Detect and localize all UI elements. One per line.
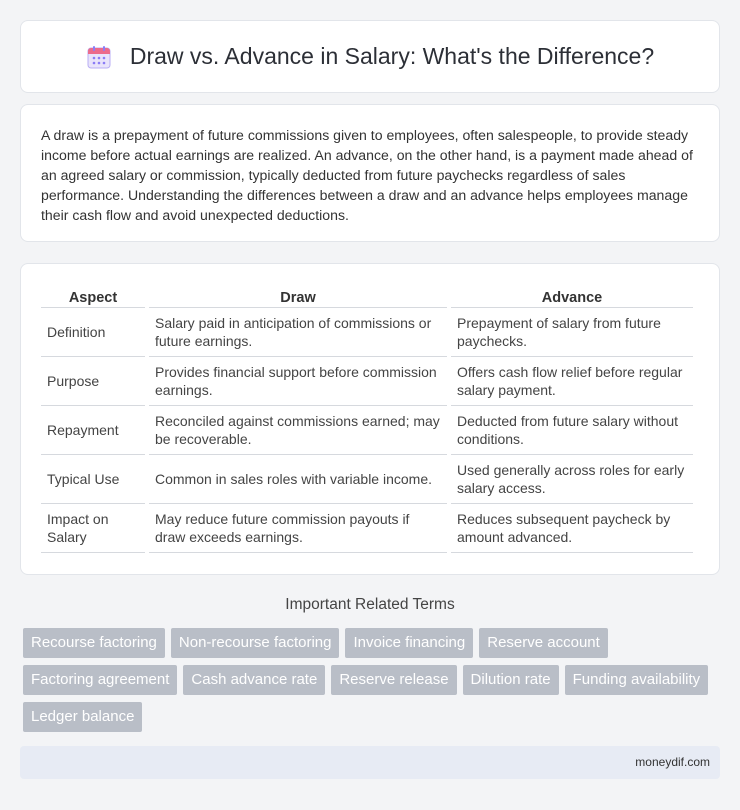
title-card bbox=[20, 20, 720, 93]
table-row bbox=[41, 308, 693, 357]
term-tag[interactable]: Dilution rate bbox=[463, 665, 559, 695]
cell-aspect: Definition bbox=[41, 308, 145, 357]
header-draw: Draw bbox=[149, 284, 447, 308]
cell-advance: Used generally across roles for early salary access. bbox=[451, 455, 693, 504]
cell-draw: Salary paid in anticipation of commissions or future earnings. bbox=[149, 308, 447, 357]
term-tag[interactable]: Ledger balance bbox=[23, 702, 142, 732]
cell-advance: Offers cash flow relief before regular salary payment. bbox=[451, 357, 693, 406]
term-tag[interactable]: Recourse factoring bbox=[23, 628, 165, 658]
term-tag[interactable]: Reserve account bbox=[479, 628, 608, 658]
footer bbox=[20, 746, 720, 779]
term-tag[interactable]: Factoring agreement bbox=[23, 665, 177, 695]
cell-advance: Reduces subsequent paycheck by amount advanced. bbox=[451, 504, 693, 553]
related-terms-heading: Important Related Terms bbox=[285, 596, 455, 613]
cell-draw: Reconciled against commissions earned; may be recoverable. bbox=[149, 406, 447, 455]
header-advance: Advance bbox=[451, 284, 693, 308]
term-tag[interactable]: Non-recourse factoring bbox=[171, 628, 340, 658]
related-terms-list bbox=[23, 628, 723, 732]
calendar-icon bbox=[86, 44, 112, 70]
comparison-table-card bbox=[20, 263, 720, 575]
cell-aspect: Typical Use bbox=[41, 455, 145, 504]
term-tag[interactable]: Reserve release bbox=[331, 665, 456, 695]
cell-advance: Prepayment of salary from future paychecks. bbox=[451, 308, 693, 357]
table-header-row bbox=[41, 284, 693, 308]
intro-card bbox=[20, 104, 720, 242]
table-row bbox=[41, 455, 693, 504]
page-title: Draw vs. Advance in Salary: What's the Difference? bbox=[129, 43, 655, 69]
comparison-table bbox=[37, 284, 697, 553]
term-tag[interactable]: Cash advance rate bbox=[183, 665, 325, 695]
cell-aspect: Purpose bbox=[41, 357, 145, 406]
footer-site-link[interactable]: moneydif.com bbox=[635, 755, 710, 769]
cell-draw: Provides financial support before commission earnings. bbox=[149, 357, 447, 406]
cell-draw: Common in sales roles with variable income. bbox=[149, 455, 447, 504]
header-aspect: Aspect bbox=[41, 284, 145, 308]
cell-advance: Deducted from future salary without conditions. bbox=[451, 406, 693, 455]
cell-aspect: Impact on Salary bbox=[41, 504, 145, 553]
table-row bbox=[41, 406, 693, 455]
cell-aspect: Repayment bbox=[41, 406, 145, 455]
term-tag[interactable]: Funding availability bbox=[565, 665, 709, 695]
table-row bbox=[41, 357, 693, 406]
term-tag[interactable]: Invoice financing bbox=[345, 628, 473, 658]
cell-draw: May reduce future commission payouts if draw exceeds earnings. bbox=[149, 504, 447, 553]
intro-text: A draw is a prepayment of future commissions given to employees, often salespeople, to provide steady income before actual earnings are realized. An advance, on the other hand, is a payment made ahead of an agreed salary or commission, typically deducted from future paychecks regardless of sales performance. Understanding the differences between a draw and an advance helps employees manage their cash flow and avoid unexpected deductions. bbox=[41, 127, 693, 223]
table-row bbox=[41, 504, 693, 553]
